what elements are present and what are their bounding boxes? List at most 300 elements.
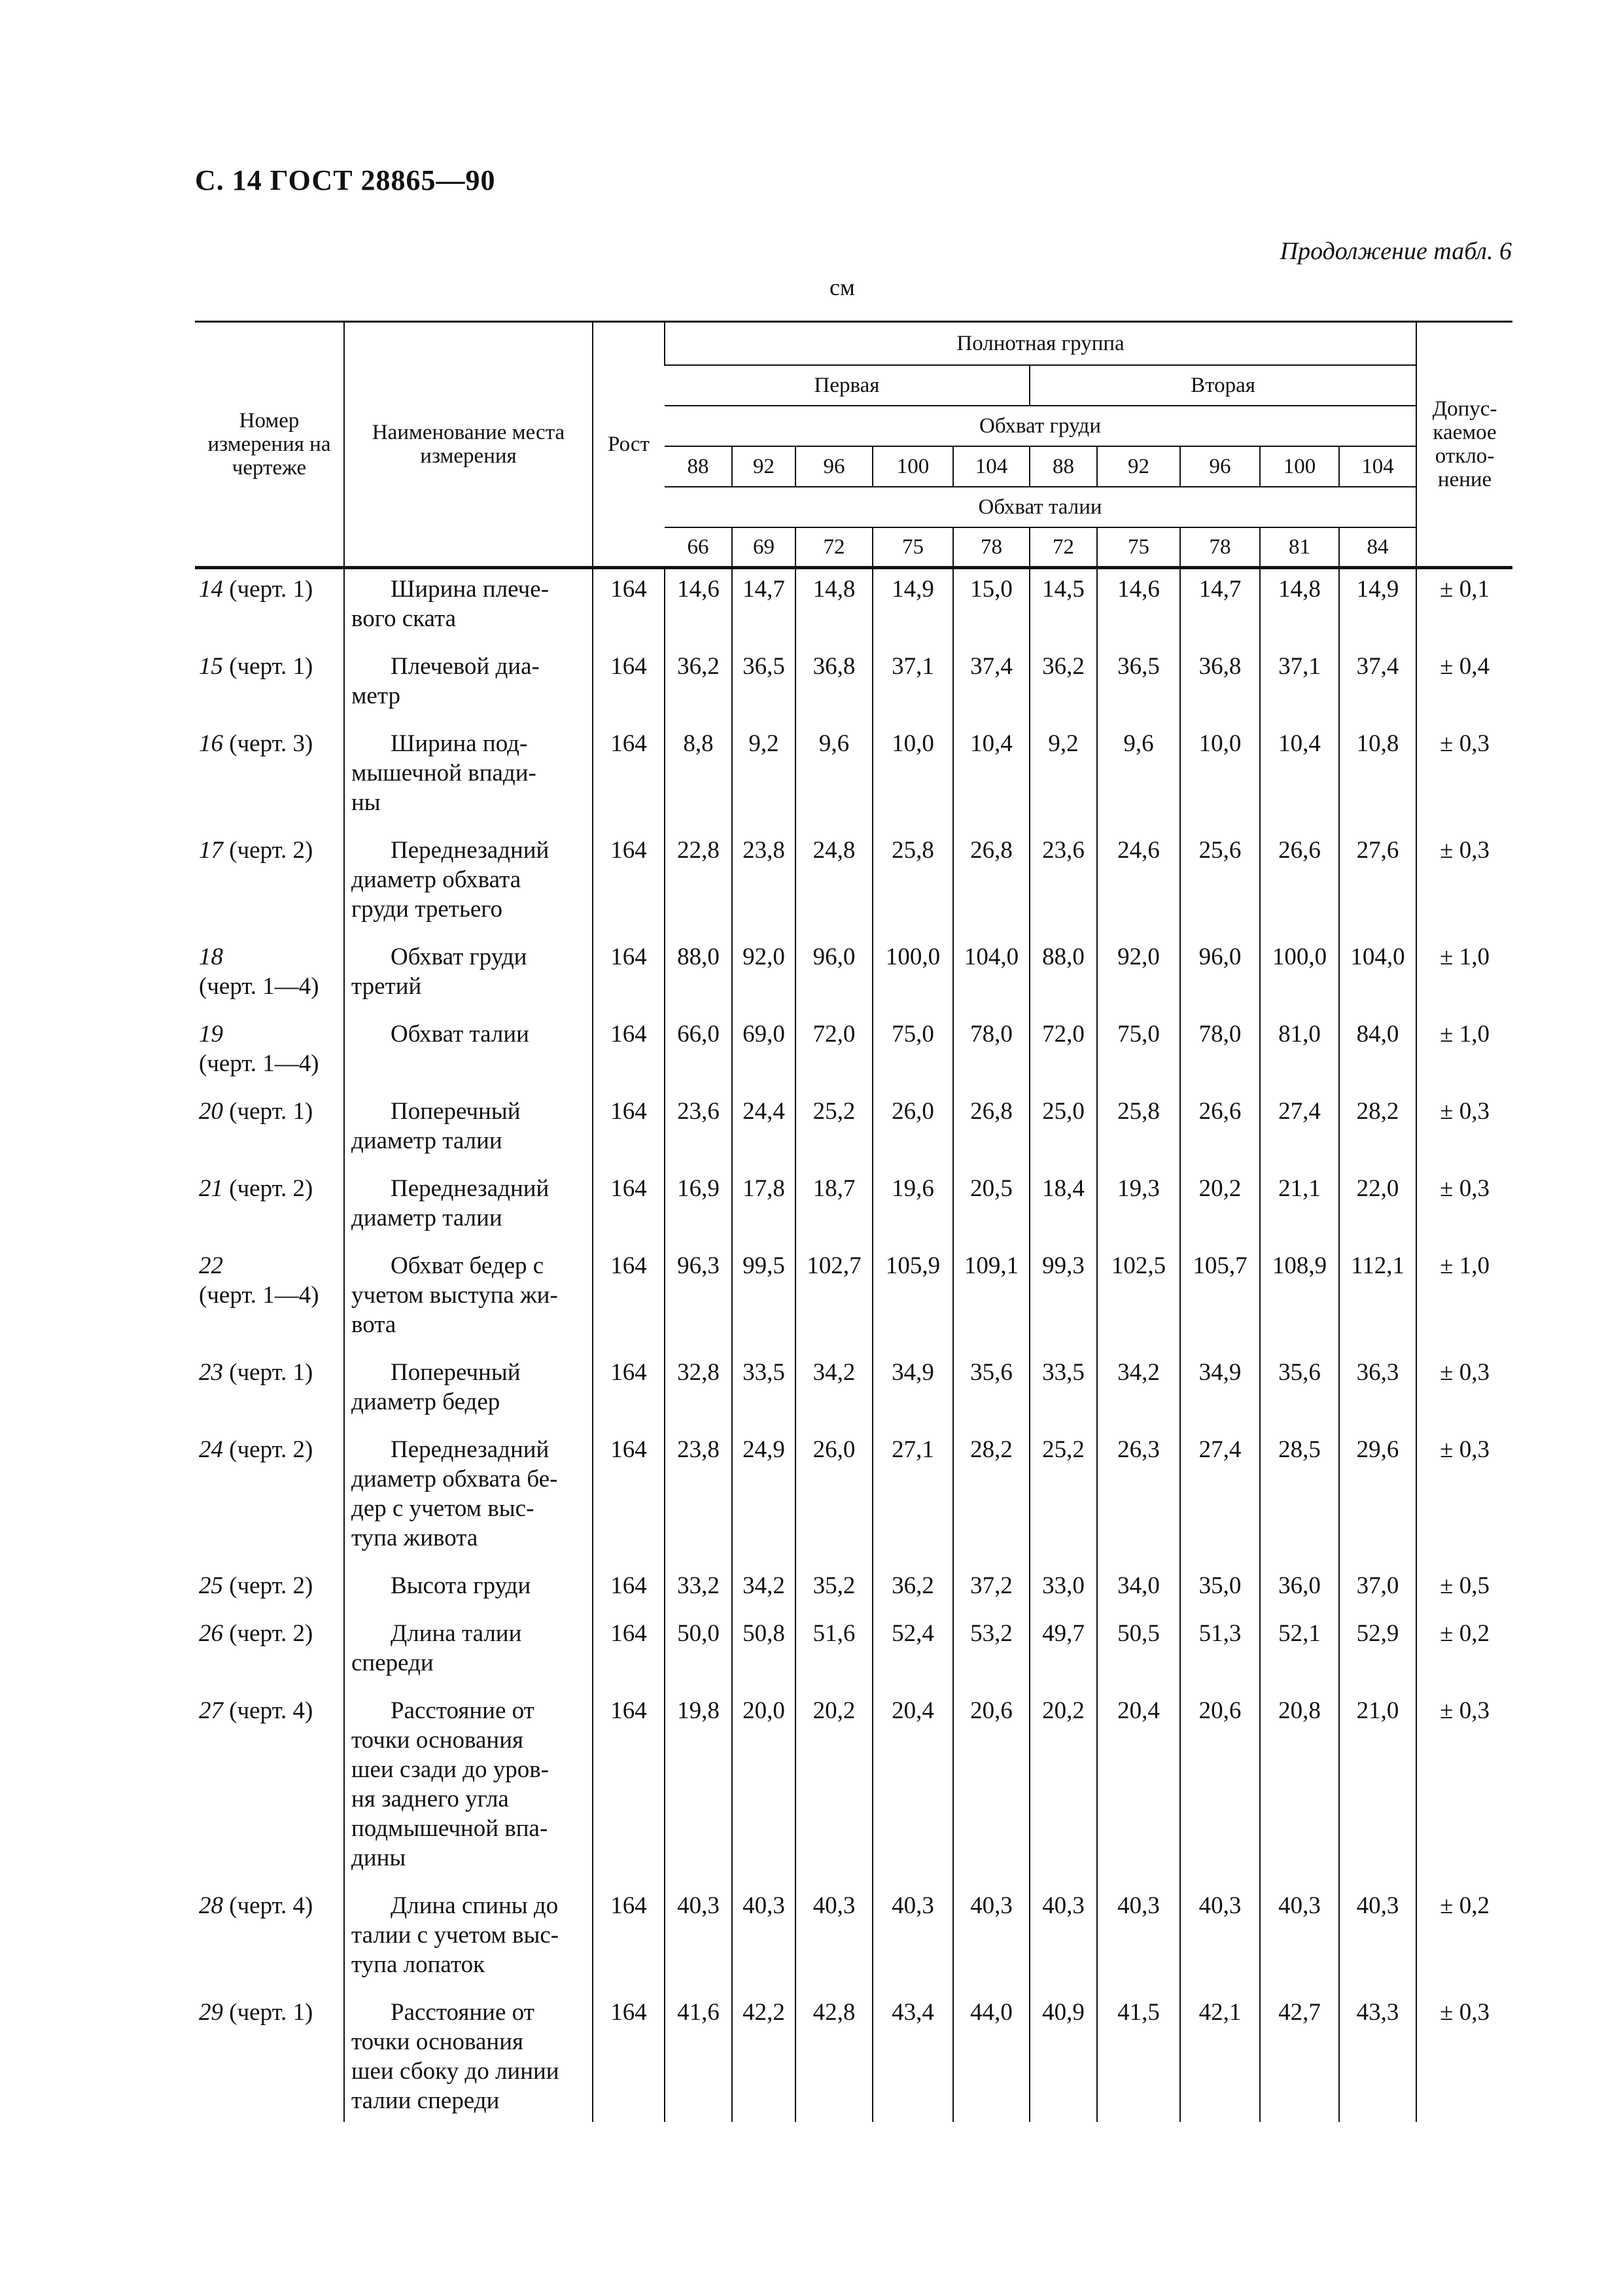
measurement-number — [195, 1246, 344, 1352]
measurement-index: 15 — [199, 653, 223, 680]
measurement-value: 75,0 — [1097, 1014, 1180, 1091]
measurement-place: Ширина под- мышечной впади- ны — [344, 724, 593, 830]
tolerance-value: ± 0,3 — [1416, 1169, 1512, 1246]
measurement-value: 100,0 — [873, 937, 953, 1014]
measurement-value: 14,7 — [1180, 568, 1260, 647]
height-value: 164 — [593, 724, 665, 830]
measurement-number — [195, 568, 344, 647]
measurement-value: 36,2 — [665, 646, 732, 724]
measurement-place: Расстояние от точки основания шеи сзади до уров- ня заднего угла подмышечной впа- дины — [344, 1691, 593, 1886]
waist-girth-value: 72 — [795, 527, 873, 568]
measurement-value: 50,5 — [1097, 1614, 1180, 1691]
measurement-value: 20,2 — [1030, 1691, 1097, 1886]
measurement-value: 34,9 — [1180, 1352, 1260, 1430]
measurement-value: 78,0 — [1180, 1014, 1260, 1091]
height-value: 164 — [593, 1691, 665, 1886]
measurement-number — [195, 1430, 344, 1566]
header-measurement-number: Номер измерения на чертеже — [195, 322, 344, 568]
measurement-value: 104,0 — [1339, 937, 1416, 1014]
tolerance-value: ± 0,3 — [1416, 1691, 1512, 1886]
header-height: Рост — [593, 322, 665, 568]
measurement-value: 10,4 — [953, 724, 1030, 830]
measurement-value: 20,6 — [953, 1691, 1030, 1886]
waist-girth-value: 78 — [1180, 527, 1260, 568]
drawing-reference: (черт. 2) — [223, 1620, 313, 1647]
table-row — [195, 1886, 1512, 1992]
measurement-place: Расстояние от точки основания шеи сбоку до линии талии спереди — [344, 1992, 593, 2122]
measurement-place: Ширина плече- вого ската — [344, 568, 593, 647]
measurement-index: 14 — [199, 576, 223, 603]
measurement-value: 10,4 — [1260, 724, 1339, 830]
measurement-value: 24,9 — [732, 1430, 795, 1566]
measurement-value: 49,7 — [1030, 1614, 1097, 1691]
measurement-value: 25,0 — [1030, 1091, 1097, 1169]
measurement-value: 17,8 — [732, 1169, 795, 1246]
header-group-second: Вторая — [1030, 365, 1416, 406]
tolerance-value: ± 0,2 — [1416, 1614, 1512, 1691]
measurement-value: 14,6 — [665, 568, 732, 647]
table-row — [195, 1430, 1512, 1566]
measurement-value: 15,0 — [953, 568, 1030, 647]
measurement-value: 40,3 — [1260, 1886, 1339, 1992]
measurement-value: 14,8 — [795, 568, 873, 647]
measurement-value: 28,5 — [1260, 1430, 1339, 1566]
measurement-value: 92,0 — [1097, 937, 1180, 1014]
measurement-value: 33,2 — [665, 1566, 732, 1614]
measurement-value: 33,0 — [1030, 1566, 1097, 1614]
drawing-reference: (черт. 1—4) — [199, 973, 319, 1000]
tolerance-value: ± 0,4 — [1416, 646, 1512, 724]
measurement-value: 20,2 — [795, 1691, 873, 1886]
waist-girth-value: 75 — [1097, 527, 1180, 568]
measurement-value: 19,8 — [665, 1691, 732, 1886]
height-value: 164 — [593, 1246, 665, 1352]
measurement-index: 29 — [199, 1999, 223, 2026]
table-row — [195, 1091, 1512, 1169]
measurement-value: 53,2 — [953, 1614, 1030, 1691]
measurement-value: 18,4 — [1030, 1169, 1097, 1246]
waist-girth-value: 72 — [1030, 527, 1097, 568]
measurement-place: Длина талии спереди — [344, 1614, 593, 1691]
height-value: 164 — [593, 568, 665, 647]
measurement-value: 23,8 — [665, 1430, 732, 1566]
measurement-value: 18,7 — [795, 1169, 873, 1246]
measurement-value: 88,0 — [665, 937, 732, 1014]
measurement-value: 10,8 — [1339, 724, 1416, 830]
measurement-number — [195, 1352, 344, 1430]
measurement-value: 14,6 — [1097, 568, 1180, 647]
chest-girth-value: 92 — [732, 446, 795, 487]
measurement-value: 20,0 — [732, 1691, 795, 1886]
tolerance-value: ± 1,0 — [1416, 937, 1512, 1014]
tolerance-value: ± 0,3 — [1416, 1992, 1512, 2122]
measurement-value: 40,3 — [795, 1886, 873, 1992]
measurement-value: 21,1 — [1260, 1169, 1339, 1246]
measurement-value: 52,1 — [1260, 1614, 1339, 1691]
measurement-value: 20,5 — [953, 1169, 1030, 1246]
header-chest-girth: Обхват груди — [665, 406, 1416, 446]
chest-girth-value: 100 — [873, 446, 953, 487]
drawing-reference: (черт. 2) — [223, 837, 313, 864]
measurement-value: 35,6 — [953, 1352, 1030, 1430]
measurement-value: 20,6 — [1180, 1691, 1260, 1886]
measurement-value: 27,6 — [1339, 830, 1416, 937]
measurement-value: 9,6 — [795, 724, 873, 830]
drawing-reference: (черт. 1) — [223, 1359, 313, 1386]
measurement-value: 23,6 — [665, 1091, 732, 1169]
measurement-value: 112,1 — [1339, 1246, 1416, 1352]
chest-girth-value: 96 — [1180, 446, 1260, 487]
measurement-value: 14,9 — [873, 568, 953, 647]
drawing-reference: (черт. 1—4) — [199, 1050, 319, 1077]
drawing-reference: (черт. 1) — [223, 653, 313, 680]
chest-girth-value: 88 — [1030, 446, 1097, 487]
height-value: 164 — [593, 1566, 665, 1614]
height-value: 164 — [593, 1992, 665, 2122]
measurement-value: 26,6 — [1260, 830, 1339, 937]
measurement-value: 14,7 — [732, 568, 795, 647]
measurement-value: 8,8 — [665, 724, 732, 830]
measurement-value: 81,0 — [1260, 1014, 1339, 1091]
chest-girth-value: 92 — [1097, 446, 1180, 487]
measurement-place: Переднезадний диаметр обхвата груди третьего — [344, 830, 593, 937]
measurement-value: 14,5 — [1030, 568, 1097, 647]
measurement-value: 51,3 — [1180, 1614, 1260, 1691]
measurement-value: 20,4 — [873, 1691, 953, 1886]
measurement-value: 96,0 — [1180, 937, 1260, 1014]
measurement-index: 24 — [199, 1436, 223, 1463]
measurement-value: 23,8 — [732, 830, 795, 937]
measurement-value: 50,8 — [732, 1614, 795, 1691]
measurement-value: 43,4 — [873, 1992, 953, 2122]
measurement-place: Высота груди — [344, 1566, 593, 1614]
measurement-value: 42,8 — [795, 1992, 873, 2122]
measurement-index: 18 — [199, 944, 223, 970]
measurement-value: 36,8 — [1180, 646, 1260, 724]
height-value: 164 — [593, 937, 665, 1014]
table-row — [195, 1246, 1512, 1352]
height-value: 164 — [593, 830, 665, 937]
measurement-value: 108,9 — [1260, 1246, 1339, 1352]
table-row — [195, 1014, 1512, 1091]
tolerance-value: ± 0,3 — [1416, 1352, 1512, 1430]
measurement-value: 35,6 — [1260, 1352, 1339, 1430]
measurement-value: 40,3 — [1097, 1886, 1180, 1992]
tolerance-value: ± 0,3 — [1416, 1091, 1512, 1169]
measurement-number — [195, 1091, 344, 1169]
header-group-first: Первая — [665, 365, 1030, 406]
header-tolerance: Допус-каемое откло-нение — [1416, 322, 1512, 568]
measurement-value: 43,3 — [1339, 1992, 1416, 2122]
measurement-value: 37,1 — [873, 646, 953, 724]
measurement-value: 20,8 — [1260, 1691, 1339, 1886]
measurement-value: 40,3 — [1030, 1886, 1097, 1992]
tolerance-value: ± 0,3 — [1416, 830, 1512, 937]
table-row — [195, 1992, 1512, 2122]
measurement-value: 105,7 — [1180, 1246, 1260, 1352]
measurement-number — [195, 1014, 344, 1091]
tolerance-value: ± 1,0 — [1416, 1014, 1512, 1091]
measurement-value: 36,0 — [1260, 1566, 1339, 1614]
measurement-value: 27,1 — [873, 1430, 953, 1566]
measurement-value: 44,0 — [953, 1992, 1030, 2122]
height-value: 164 — [593, 1430, 665, 1566]
measurement-value: 27,4 — [1260, 1091, 1339, 1169]
measurement-value: 19,6 — [873, 1169, 953, 1246]
tolerance-value: ± 0,3 — [1416, 724, 1512, 830]
tolerance-value: ± 1,0 — [1416, 1246, 1512, 1352]
measurement-value: 40,3 — [732, 1886, 795, 1992]
tolerance-value: ± 0,3 — [1416, 1430, 1512, 1566]
measurement-value: 25,2 — [795, 1091, 873, 1169]
measurement-value: 25,2 — [1030, 1430, 1097, 1566]
measurement-index: 21 — [199, 1175, 223, 1202]
measurement-value: 37,0 — [1339, 1566, 1416, 1614]
measurement-number — [195, 646, 344, 724]
measurement-value: 41,6 — [665, 1992, 732, 2122]
measurement-value: 32,8 — [665, 1352, 732, 1430]
measurement-value: 9,6 — [1097, 724, 1180, 830]
measurement-value: 33,5 — [732, 1352, 795, 1430]
measurement-index: 17 — [199, 837, 223, 864]
measurement-value: 72,0 — [1030, 1014, 1097, 1091]
measurement-value: 52,9 — [1339, 1614, 1416, 1691]
measurement-value: 102,7 — [795, 1246, 873, 1352]
measurement-value: 28,2 — [953, 1430, 1030, 1566]
table-row — [195, 1614, 1512, 1691]
measurement-place: Переднезадний диаметр талии — [344, 1169, 593, 1246]
drawing-reference: (черт. 2) — [223, 1572, 313, 1599]
measurement-value: 36,3 — [1339, 1352, 1416, 1430]
measurement-value: 96,3 — [665, 1246, 732, 1352]
drawing-reference: (черт. 1—4) — [199, 1282, 319, 1309]
measurement-number — [195, 1614, 344, 1691]
measurement-value: 26,0 — [873, 1091, 953, 1169]
measurement-value: 35,2 — [795, 1566, 873, 1614]
unit-label: см — [829, 274, 855, 300]
table-continuation-note: Продолжение табл. 6 — [1280, 238, 1512, 265]
table-row — [195, 724, 1512, 830]
measurement-value: 10,0 — [873, 724, 953, 830]
measurement-number — [195, 1992, 344, 2122]
measurement-value: 36,5 — [1097, 646, 1180, 724]
tolerance-value: ± 0,2 — [1416, 1886, 1512, 1992]
measurement-value: 10,0 — [1180, 724, 1260, 830]
measurement-value: 99,3 — [1030, 1246, 1097, 1352]
measurement-value: 37,4 — [953, 646, 1030, 724]
measurement-value: 51,6 — [795, 1614, 873, 1691]
chest-girth-value: 104 — [953, 446, 1030, 487]
waist-girth-value: 84 — [1339, 527, 1416, 568]
measurement-place: Обхват бедер с учетом выступа жи- вота — [344, 1246, 593, 1352]
drawing-reference: (черт. 4) — [223, 1892, 313, 1919]
table-row — [195, 937, 1512, 1014]
measurement-value: 88,0 — [1030, 937, 1097, 1014]
table-row — [195, 1352, 1512, 1430]
waist-girth-value: 66 — [665, 527, 732, 568]
measurement-value: 14,8 — [1260, 568, 1339, 647]
measurement-value: 40,3 — [953, 1886, 1030, 1992]
measurement-value: 84,0 — [1339, 1014, 1416, 1091]
measurement-value: 99,5 — [732, 1246, 795, 1352]
measurement-value: 22,0 — [1339, 1169, 1416, 1246]
height-value: 164 — [593, 1169, 665, 1246]
table-row — [195, 568, 1512, 647]
measurement-place: Длина спины до талии с учетом выс- тупа лопаток — [344, 1886, 593, 1992]
measurement-place: Поперечный диаметр бедер — [344, 1352, 593, 1430]
measurement-value: 19,3 — [1097, 1169, 1180, 1246]
waist-girth-value: 69 — [732, 527, 795, 568]
measurement-value: 37,4 — [1339, 646, 1416, 724]
waist-girth-value: 78 — [953, 527, 1030, 568]
measurement-index: 25 — [199, 1572, 223, 1599]
measurement-value: 36,8 — [795, 646, 873, 724]
measurement-index: 20 — [199, 1098, 223, 1125]
header-fullness-group: Полнотная группа — [665, 322, 1416, 365]
table-row — [195, 1566, 1512, 1614]
measurement-value: 9,2 — [732, 724, 795, 830]
measurement-value: 69,0 — [732, 1014, 795, 1091]
drawing-reference: (черт. 3) — [223, 730, 313, 757]
drawing-reference: (черт. 4) — [223, 1697, 313, 1724]
measurement-value: 25,6 — [1180, 830, 1260, 937]
height-value: 164 — [593, 1014, 665, 1091]
measurement-value: 14,9 — [1339, 568, 1416, 647]
measurement-value: 37,1 — [1260, 646, 1339, 724]
measurement-value: 34,2 — [732, 1566, 795, 1614]
measurement-index: 26 — [199, 1620, 223, 1647]
measurement-value: 37,2 — [953, 1566, 1030, 1614]
measurement-value: 92,0 — [732, 937, 795, 1014]
measurement-value: 40,3 — [1339, 1886, 1416, 1992]
measurement-value: 27,4 — [1180, 1430, 1260, 1566]
chest-girth-value: 100 — [1260, 446, 1339, 487]
table-row — [195, 1691, 1512, 1886]
measurement-value: 26,8 — [953, 1091, 1030, 1169]
tolerance-value: ± 0,1 — [1416, 568, 1512, 647]
measurement-value: 75,0 — [873, 1014, 953, 1091]
measurement-value: 22,8 — [665, 830, 732, 937]
measurement-value: 66,0 — [665, 1014, 732, 1091]
table-row — [195, 646, 1512, 724]
measurement-number — [195, 1886, 344, 1992]
chest-girth-value: 104 — [1339, 446, 1416, 487]
measurement-value: 24,8 — [795, 830, 873, 937]
measurement-value: 28,2 — [1339, 1091, 1416, 1169]
header-measurement-place: Наименование места измерения — [344, 322, 593, 568]
measurement-value: 33,5 — [1030, 1352, 1097, 1430]
measurement-index: 19 — [199, 1021, 223, 1048]
height-value: 164 — [593, 1352, 665, 1430]
measurement-value: 34,0 — [1097, 1566, 1180, 1614]
chest-girth-value: 96 — [795, 446, 873, 487]
measurement-value: 35,0 — [1180, 1566, 1260, 1614]
measurement-number — [195, 937, 344, 1014]
measurement-place: Обхват талии — [344, 1014, 593, 1091]
measurement-value: 24,4 — [732, 1091, 795, 1169]
height-value: 164 — [593, 1614, 665, 1691]
measurement-value: 29,6 — [1339, 1430, 1416, 1566]
measurement-value: 25,8 — [1097, 1091, 1180, 1169]
measurement-value: 42,7 — [1260, 1992, 1339, 2122]
measurement-value: 52,4 — [873, 1614, 953, 1691]
measurement-value: 36,2 — [1030, 646, 1097, 724]
measurement-value: 109,1 — [953, 1246, 1030, 1352]
measurement-value: 21,0 — [1339, 1691, 1416, 1886]
page-title: С. 14 ГОСТ 28865—90 — [195, 164, 496, 196]
measurement-value: 50,0 — [665, 1614, 732, 1691]
waist-girth-value: 75 — [873, 527, 953, 568]
measurement-value: 100,0 — [1260, 937, 1339, 1014]
drawing-reference: (черт. 2) — [223, 1175, 313, 1202]
measurement-value: 16,9 — [665, 1169, 732, 1246]
chest-girth-value: 88 — [665, 446, 732, 487]
measurement-value: 24,6 — [1097, 830, 1180, 937]
measurement-value: 26,0 — [795, 1430, 873, 1566]
measurement-value: 36,5 — [732, 646, 795, 724]
height-value: 164 — [593, 1091, 665, 1169]
measurement-value: 40,3 — [665, 1886, 732, 1992]
table-row — [195, 1169, 1512, 1246]
measurement-value: 34,2 — [795, 1352, 873, 1430]
waist-girth-value: 81 — [1260, 527, 1339, 568]
measurement-place: Поперечный диаметр талии — [344, 1091, 593, 1169]
measurement-value: 40,3 — [873, 1886, 953, 1992]
measurement-value: 23,6 — [1030, 830, 1097, 937]
measurement-value: 105,9 — [873, 1246, 953, 1352]
measurement-place: Переднезадний диаметр обхвата бе- дер с учетом выс- тупа живота — [344, 1430, 593, 1566]
height-value: 164 — [593, 646, 665, 724]
measurement-index: 27 — [199, 1697, 223, 1724]
measurements-table — [195, 321, 1512, 2122]
measurement-place: Плечевой диа- метр — [344, 646, 593, 724]
measurement-value: 26,3 — [1097, 1430, 1180, 1566]
measurement-number — [195, 1566, 344, 1614]
measurement-value: 25,8 — [873, 830, 953, 937]
drawing-reference: (черт. 1) — [223, 1098, 313, 1125]
measurement-value: 42,1 — [1180, 1992, 1260, 2122]
measurement-value: 96,0 — [795, 937, 873, 1014]
measurement-value: 102,5 — [1097, 1246, 1180, 1352]
measurement-index: 23 — [199, 1359, 223, 1386]
measurement-number — [195, 1169, 344, 1246]
measurement-value: 9,2 — [1030, 724, 1097, 830]
measurement-value: 26,8 — [953, 830, 1030, 937]
header-waist-girth: Обхват талии — [665, 487, 1416, 527]
measurement-value: 26,6 — [1180, 1091, 1260, 1169]
measurement-value: 104,0 — [953, 937, 1030, 1014]
measurement-index: 16 — [199, 730, 223, 757]
measurement-value: 20,4 — [1097, 1691, 1180, 1886]
measurement-value: 40,3 — [1180, 1886, 1260, 1992]
measurement-number — [195, 1691, 344, 1886]
table-row — [195, 830, 1512, 937]
measurement-number — [195, 830, 344, 937]
measurement-value: 36,2 — [873, 1566, 953, 1614]
measurement-value: 34,2 — [1097, 1352, 1180, 1430]
measurement-value: 78,0 — [953, 1014, 1030, 1091]
measurement-value: 41,5 — [1097, 1992, 1180, 2122]
measurement-value: 34,9 — [873, 1352, 953, 1430]
measurement-value: 42,2 — [732, 1992, 795, 2122]
measurement-index: 28 — [199, 1892, 223, 1919]
measurement-value: 72,0 — [795, 1014, 873, 1091]
tolerance-value: ± 0,5 — [1416, 1566, 1512, 1614]
measurement-number — [195, 724, 344, 830]
drawing-reference: (черт. 1) — [223, 1999, 313, 2026]
height-value: 164 — [593, 1886, 665, 1992]
measurement-index: 22 — [199, 1252, 223, 1279]
